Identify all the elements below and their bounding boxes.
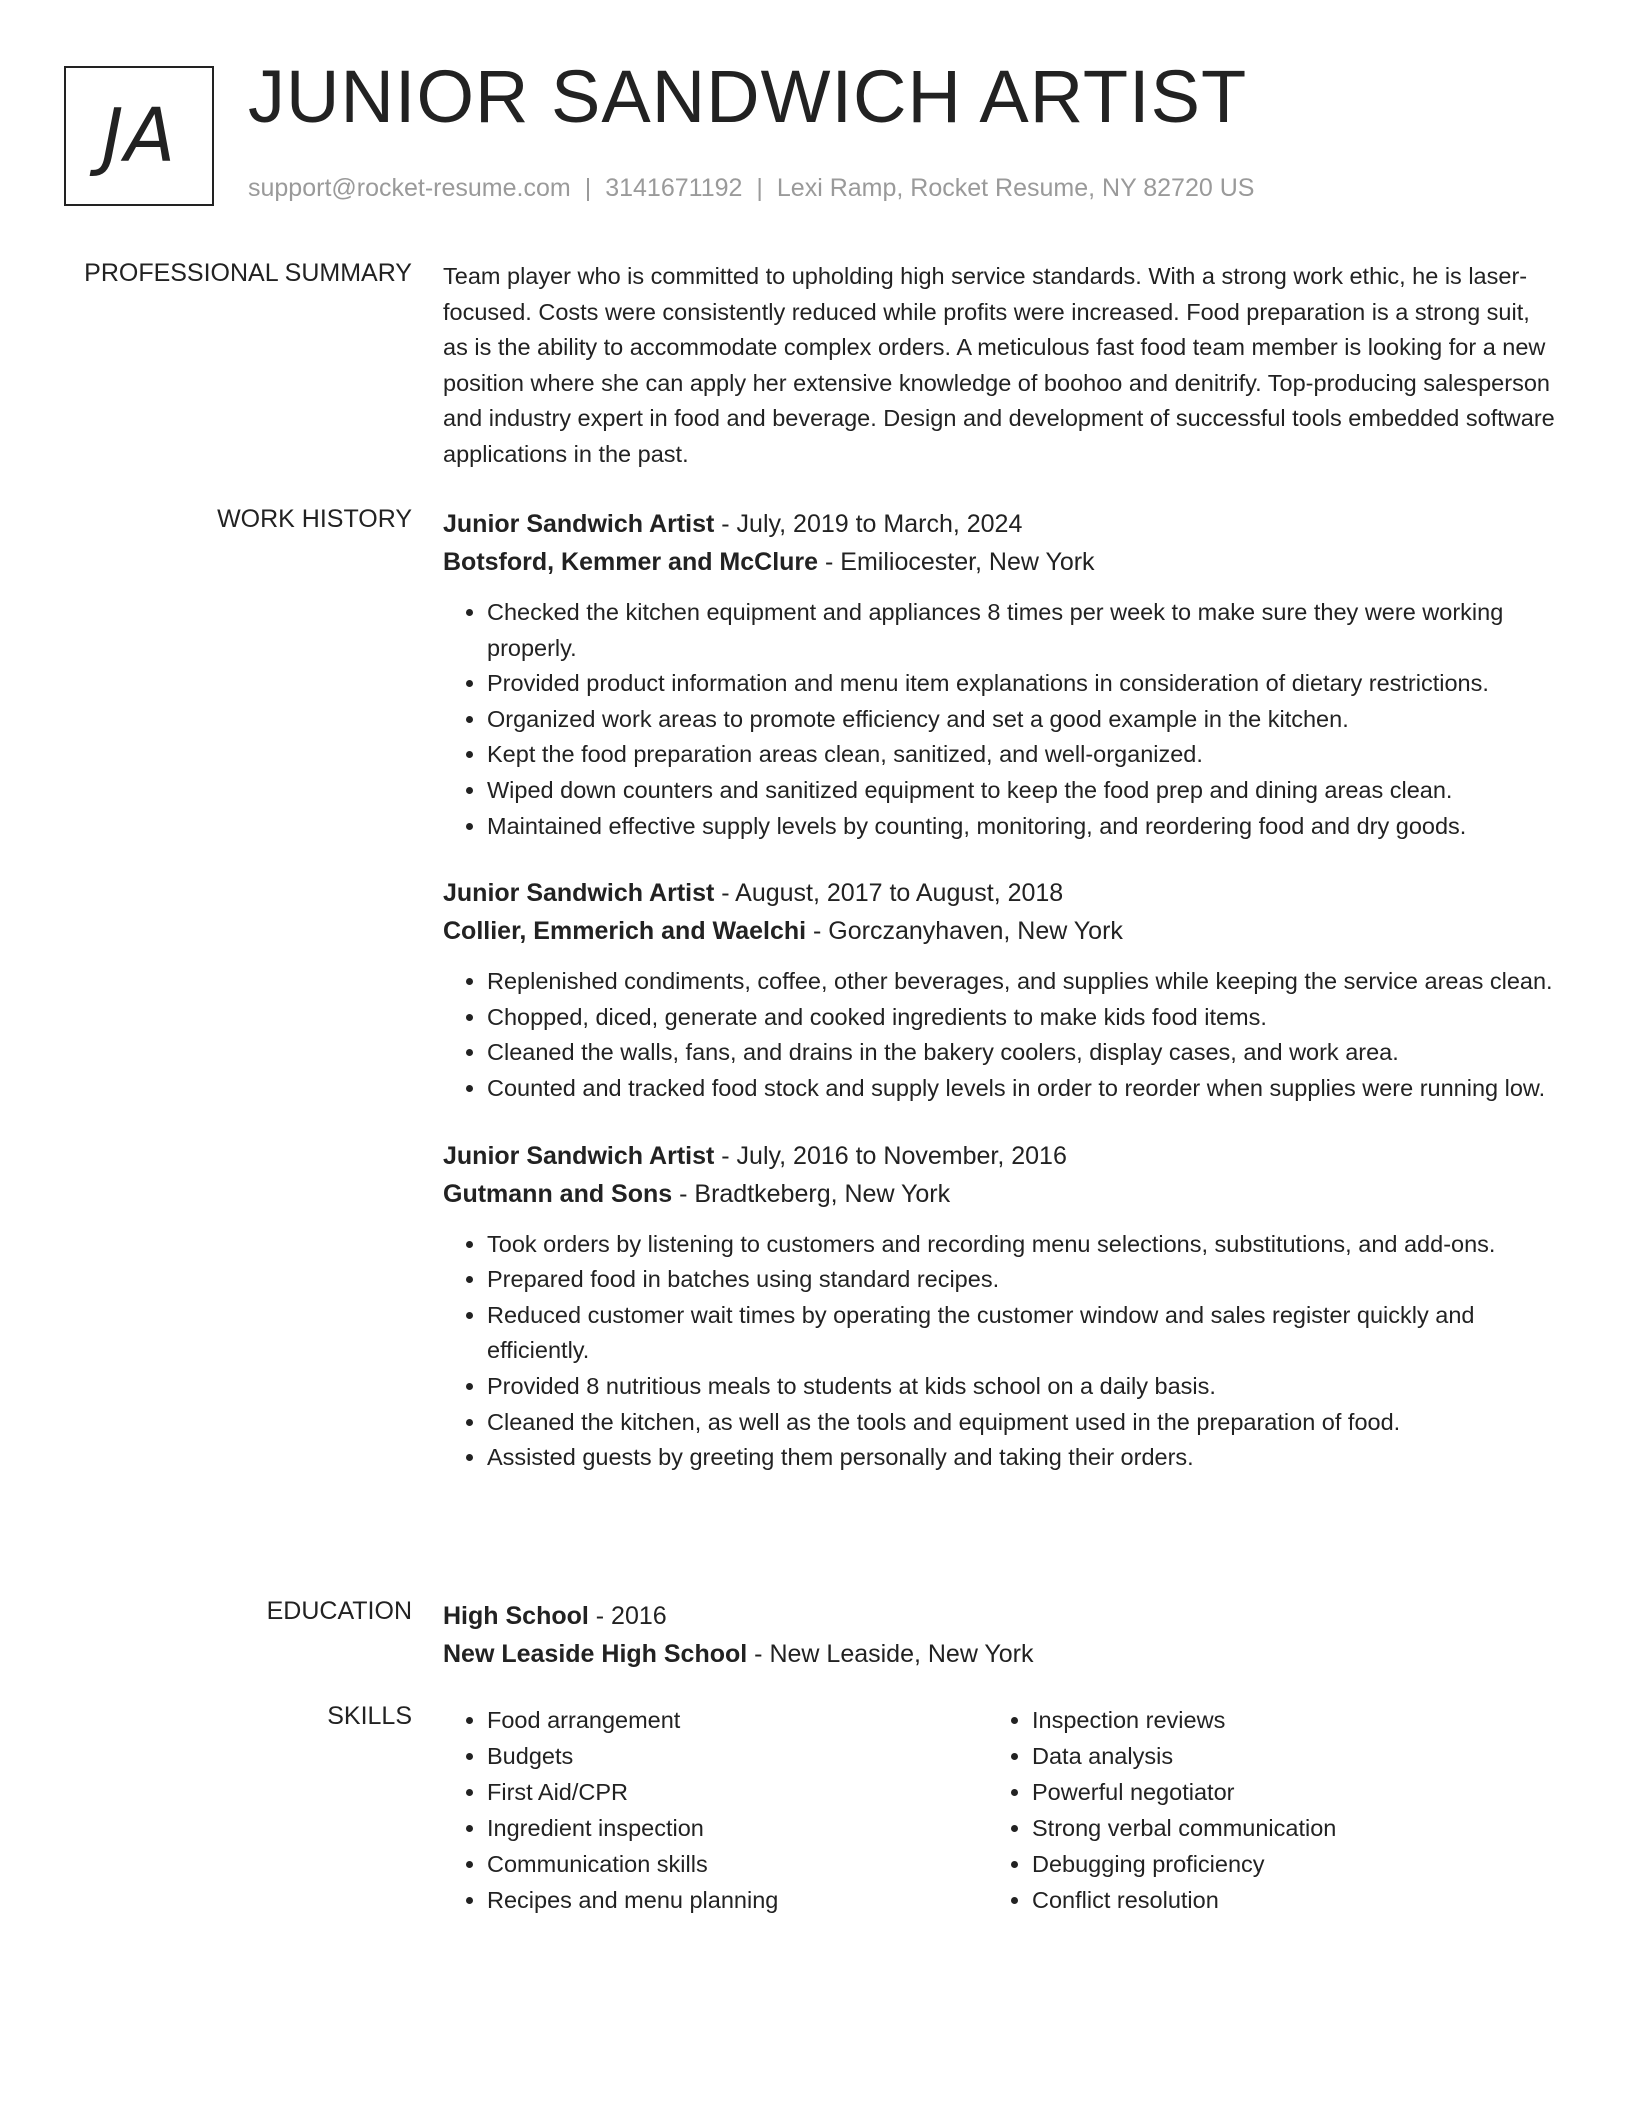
skill-item: • Powerful negotiator [1032,1774,1533,1810]
job-bullet: • Provided 8 nutritious meals to students at kids school on a daily basis. [487,1369,1558,1405]
education-body [443,1597,1558,1673]
resume-title: JUNIOR SANDWICH ARTIST [248,55,1248,138]
work-history-body [443,505,1558,1506]
education-school: New Leaside High School [443,1640,748,1668]
job-bullet: • Maintained effective supply levels by counting, monitoring, and reordering food and dry goods. [487,809,1558,845]
job-company: Collier, Emmerich and Waelchi [443,917,807,946]
job-role-line [443,1137,1558,1175]
skills-heading: SKILLS [327,1702,412,1730]
job-entry [443,505,1558,844]
contact-separator: | [756,174,763,202]
job-bullet: • Cleaned the walls, fans, and drains in the bakery coolers, display cases, and work area. [487,1035,1558,1071]
contact-address: Lexi Ramp, Rocket Resume, NY 82720 US [776,174,1255,202]
monogram-box [64,66,214,206]
job-role: Junior Sandwich Artist [443,879,715,908]
job-company: Gutmann and Sons [443,1179,673,1208]
education-degree: High School [443,1602,589,1630]
job-company-line [443,543,1558,581]
job-company: Botsford, Kemmer and McClure [443,548,819,576]
education-school-line [443,1635,1558,1673]
job-bullet: • Took orders by listening to customers and recording menu selections, substitutions, and add-ons. [487,1227,1558,1263]
job-role-line [443,874,1558,912]
skill-item: • Strong verbal communication [1032,1810,1533,1846]
job-location: - Emiliocester, New York [818,548,1095,576]
skill-item: • Inspection reviews [1032,1702,1533,1738]
job-entry [443,1137,1558,1476]
skill-item: • First Aid/CPR [487,1774,988,1810]
job-bullet: • Prepared food in batches using standard recipes. [487,1262,1558,1298]
work-history-heading: WORK HISTORY [217,505,412,533]
skill-item: • Food arrangement [487,1702,988,1738]
job-company-line [443,912,1558,950]
job-bullet: • Cleaned the kitchen, as well as the tools and equipment used in the preparation of food. [487,1405,1558,1441]
summary-body [443,259,1558,472]
job-bullet: • Assisted guests by greeting them personally and taking their orders. [487,1440,1558,1476]
job-bullet: • Chopped, diced, generate and cooked ingredients to make kids food items. [487,1000,1558,1036]
contact-line [248,174,1254,203]
job-bullet: • Organized work areas to promote efficiency and set a good example in the kitchen. [487,702,1558,738]
education-heading: EDUCATION [266,1597,412,1625]
job-bullet: • Replenished condiments, coffee, other beverages, and supplies while keeping the service areas clean. [487,964,1558,1000]
skill-item: • Debugging proficiency [1032,1846,1533,1882]
contact-phone[interactable]: 3141671192 [605,174,743,202]
job-bullets [443,595,1558,844]
job-role-line [443,505,1558,543]
education-degree-line [443,1597,1558,1635]
job-location: - Bradtkeberg, New York [672,1179,951,1208]
contact-separator: | [584,174,592,202]
skills-columns [443,1702,1558,1918]
education-location: - New Leaside, New York [747,1640,1034,1668]
job-bullets [443,964,1558,1106]
job-bullet: • Counted and tracked food stock and supply levels in order to reorder when supplies were running low. [487,1071,1558,1107]
job-role: Junior Sandwich Artist [443,510,715,538]
skill-item: • Data analysis [1032,1738,1533,1774]
skill-item: • Conflict resolution [1032,1882,1533,1918]
job-bullet: • Reduced customer wait times by operating the customer window and sales register quickly and efficiently. [487,1298,1558,1369]
skill-item: • Communication skills [487,1846,988,1882]
skills-list-right [988,1702,1533,1918]
education-year: - 2016 [588,1602,667,1630]
job-bullet: • Checked the kitchen equipment and appliances 8 times per week to make sure they were working properly. [487,595,1558,666]
skills-body [443,1702,1558,1918]
skill-item: • Budgets [487,1738,988,1774]
summary-text: Team player who is committed to upholding high service standards. With a strong work ethic, he is laser-focused. Costs were consistently reduced while profits were increased. Food preparation is a strong suit, as is the ability to accommodate complex orders. A meticulous fast food team member is looking for a new position where she can apply her extensive knowledge of boohoo and denitrify. Top-producing salesperson and industry expert in food and beverage. Design and development of successful tools embedded software applications in the past. [443,263,1555,467]
skill-item: • Recipes and menu planning [487,1882,988,1918]
job-location: - Gorczanyhaven, New York [806,917,1123,946]
job-role: Junior Sandwich Artist [443,1141,715,1170]
contact-email[interactable]: support@rocket-resume.com [248,174,571,202]
summary-heading: PROFESSIONAL SUMMARY [84,259,412,287]
monogram-initials: JA [101,93,177,179]
skills-list-left [443,1702,988,1918]
job-bullet: • Wiped down counters and sanitized equipment to keep the food prep and dining areas clean. [487,773,1558,809]
job-entry [443,874,1558,1106]
job-bullet: • Provided product information and menu item explanations in consideration of dietary restrictions. [487,666,1558,702]
job-bullet: • Kept the food preparation areas clean, sanitized, and well-organized. [487,737,1558,773]
skill-item: • Ingredient inspection [487,1810,988,1846]
job-dates: - August, 2017 to August, 2018 [714,879,1064,908]
job-bullets [443,1227,1558,1476]
job-company-line [443,1175,1558,1213]
job-dates: - July, 2016 to November, 2016 [714,1141,1067,1170]
job-dates: - July, 2019 to March, 2024 [714,510,1023,538]
